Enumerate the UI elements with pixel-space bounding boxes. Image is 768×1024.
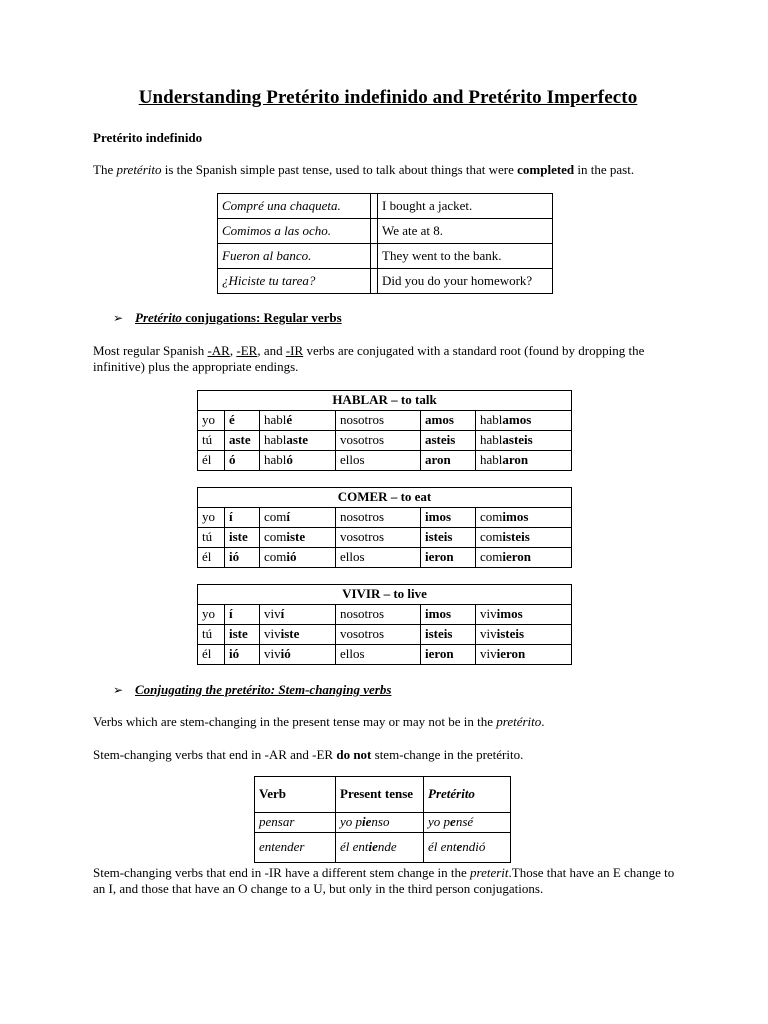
intro-text: The xyxy=(93,162,117,177)
section-heading: Pretérito indefinido xyxy=(93,129,203,145)
table-row: él ió comió ellos ieron comieron xyxy=(198,548,572,568)
arrow-bullet-icon: ➢ xyxy=(113,310,124,325)
ir-stem-paragraph: Stem-changing verbs that end in -IR have a different stem change in the preterit.Those that have an E change to an I, and those that have an O change to a U, but only in the third person conjugations. xyxy=(93,864,675,896)
bullet-regular-verbs xyxy=(113,310,683,326)
example-es: ¿Hiciste tu tarea? xyxy=(218,269,371,294)
intro-text: is the Spanish simple past tense, used to talk about things that were xyxy=(161,162,518,177)
table-row: tú iste comiste vosotros isteis comisteis xyxy=(198,528,572,548)
example-en: They went to the bank. xyxy=(378,244,553,269)
table-row: yo é hablé nosotros amos hablamos xyxy=(198,411,572,431)
example-es: Compré una chaqueta. xyxy=(218,194,371,219)
example-es: Comimos a las ocho. xyxy=(218,219,371,244)
table-row: yo í comí nosotros imos comimos xyxy=(198,508,572,528)
table-row xyxy=(218,244,553,269)
table-row: él ó habló ellos aron hablaron xyxy=(198,451,572,471)
table-row: pensar yo pienso yo pensé xyxy=(255,812,511,832)
hablar-table xyxy=(197,390,572,471)
table-title: HABLAR – to talk xyxy=(198,391,572,411)
table-row: él ió vivió ellos ieron vivieron xyxy=(198,645,572,665)
stem-change-table xyxy=(254,776,511,863)
bullet-label: Conjugating the pretérito: Stem-changing verbs xyxy=(135,682,392,697)
example-en: We ate at 8. xyxy=(378,219,553,244)
regular-intro: Most regular Spanish -AR, -ER, and -IR verbs are conjugated with a standard root (found by dropping the infinitive) plus the appropriate endings. xyxy=(93,342,645,374)
intro-text: in the past. xyxy=(574,162,635,177)
intro-bold: completed xyxy=(517,162,575,177)
arrow-bullet-icon: ➢ xyxy=(113,682,124,697)
intro-paragraph xyxy=(93,162,683,178)
spacer-cell xyxy=(371,219,378,244)
examples-table xyxy=(217,193,553,294)
spacer-cell xyxy=(371,269,378,294)
ar-er-note: Stem-changing verbs that end in -AR and -ER do not stem-change in the pretérito. xyxy=(93,746,524,762)
example-en: Did you do your homework? xyxy=(378,269,553,294)
comer-table xyxy=(197,487,572,568)
intro-em: pretérito xyxy=(116,162,162,177)
table-header-row: Verb Present tense Pretérito xyxy=(255,776,511,812)
page-title: Understanding Pretérito indefinido and Pretérito Imperfecto xyxy=(138,87,638,108)
bullet-stem-changing xyxy=(113,682,683,698)
table-row xyxy=(218,194,553,219)
table-row: entender él entiende él entendió xyxy=(255,832,511,862)
table-row: tú iste viviste vosotros isteis vivisteis xyxy=(198,625,572,645)
table-title: COMER – to eat xyxy=(198,488,572,508)
bullet-label: Pretérito conjugations: Regular verbs xyxy=(135,310,342,326)
vivir-table xyxy=(197,584,572,665)
table-row: tú aste hablaste vosotros asteis hablasteis xyxy=(198,431,572,451)
stem-intro: Verbs which are stem-changing in the present tense may or may not be in the pretérito. xyxy=(93,714,545,730)
document-page xyxy=(93,86,683,897)
table-row: yo í viví nosotros imos vivimos xyxy=(198,605,572,625)
table-title: VIVIR – to live xyxy=(198,585,572,605)
spacer-cell xyxy=(371,194,378,219)
example-es: Fueron al banco. xyxy=(218,244,371,269)
table-row xyxy=(218,219,553,244)
table-row xyxy=(218,269,553,294)
example-en: I bought a jacket. xyxy=(378,194,553,219)
spacer-cell xyxy=(371,244,378,269)
